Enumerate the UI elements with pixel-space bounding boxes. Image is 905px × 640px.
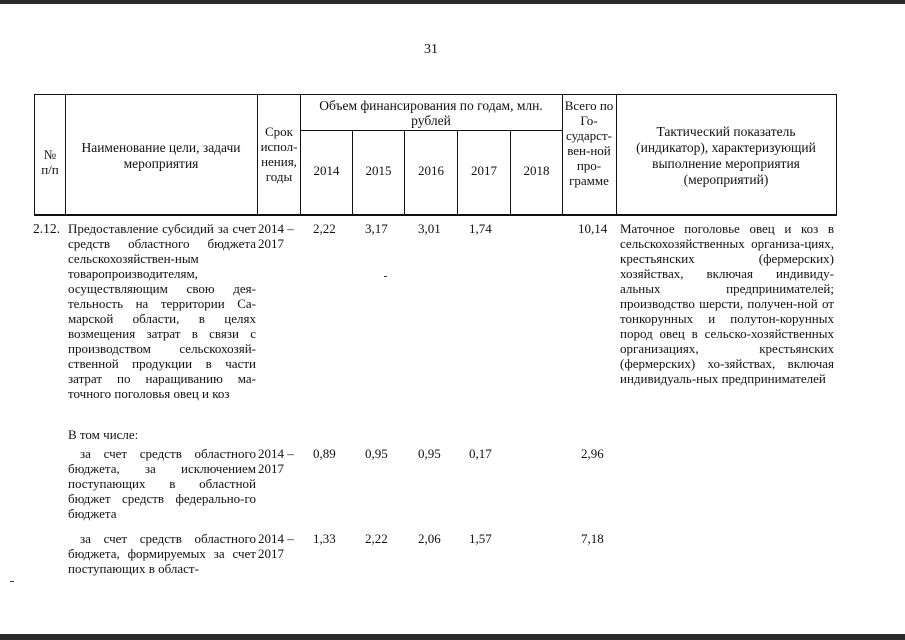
header-total: Всего по Го-сударст-вен-ной про-грамме	[564, 98, 614, 188]
subrow-1-name: за счет средств областного бюджета, за исключением поступающих в областной бюджет средств федерально-го бюджета	[68, 446, 256, 521]
subrow-1-value-2015: 0,95	[365, 446, 388, 461]
col-line-1	[65, 94, 66, 215]
header-year-2015: 2015	[365, 163, 392, 178]
row-value-2015: 3,17	[365, 221, 388, 236]
header-indicator: Тактический показатель (индикатор), характеризующий выполнение мероприятия (мероприятий)	[636, 124, 816, 187]
row-value-2014: 2,22	[313, 221, 336, 236]
row-indicator: Маточное поголовье овец и коз в сельскохозяйственных организа-циях, крестьянских (фермерских) хозяйствах, включая индивиду-альных предпринимателей; производство шерсти, получен-ной от тонкорунных и полутон-корунных пород овец в сельско-хозяйственных организациях, крестьянских (фермерских) хо-зяйствах, включая индивидуаль-ных предпринимателей	[620, 221, 834, 386]
header-funding: Объем финансирования по годам, млн. рублей	[319, 98, 543, 128]
scan-speck	[384, 276, 387, 277]
subrow-1-value-2014: 0,89	[313, 446, 336, 461]
table-top-rule	[34, 94, 837, 95]
col-line-9	[616, 94, 617, 215]
header-name: Наименование цели, задачи мероприятия	[81, 140, 241, 171]
col-line-3	[300, 94, 301, 215]
scan-bottom-edge	[0, 634, 905, 640]
header-year-2017: 2017	[471, 163, 497, 178]
table-header-bottom-rule	[34, 214, 837, 216]
subrow-1-term: 2014 – 2017	[258, 446, 294, 476]
subrow-2-term: 2014 – 2017	[258, 531, 294, 561]
row-number: 2.12.	[33, 221, 60, 236]
header-term: Срок испол-нения, годы	[260, 124, 298, 184]
scan-top-edge	[0, 0, 905, 4]
subrow-1-total: 2,96	[581, 446, 604, 461]
row-name: Предоставление субсидий за счет средств областного бюджета сельскохозяйствен-ным товаропроизводителям, осуществляющим свою дея-тельность на территории Са-марской области, в целях возмещения затрат в связи с производством сельскохозяй-ственной продукции в части затрат по наращиванию ма-точного поголовья овец и коз	[68, 221, 256, 401]
subrow-2-value-2017: 1,57	[469, 531, 492, 546]
row-value-2016: 3,01	[418, 221, 441, 236]
row-value-2017: 1,74	[469, 221, 492, 236]
row-term: 2014 – 2017	[258, 221, 294, 251]
col-line-2	[257, 94, 258, 215]
funding-subheader-rule	[300, 130, 562, 131]
header-year-2014: 2014	[313, 163, 340, 178]
subrow-2-value-2016: 2,06	[418, 531, 441, 546]
col-line-0	[34, 94, 35, 215]
page-number: 31	[424, 42, 438, 57]
subrow-2-name: за счет средств областного бюджета, формируемых за счет поступающих в област-	[68, 531, 256, 576]
header-num: № п/п	[41, 147, 59, 177]
subrow-1-value-2016: 0,95	[418, 446, 441, 461]
header-year-2018: 2018	[523, 163, 550, 178]
col-line-10	[836, 94, 837, 215]
scan-speck	[10, 581, 14, 582]
subrow-2-total: 7,18	[581, 531, 604, 546]
subrow-1-value-2017: 0,17	[469, 446, 492, 461]
header-year-2016: 2016	[418, 163, 444, 178]
subrow-2-value-2015: 2,22	[365, 531, 388, 546]
subrow-2-value-2014: 1,33	[313, 531, 336, 546]
in-that-number-label: В том числе:	[68, 427, 139, 442]
row-total: 10,14	[578, 221, 608, 236]
